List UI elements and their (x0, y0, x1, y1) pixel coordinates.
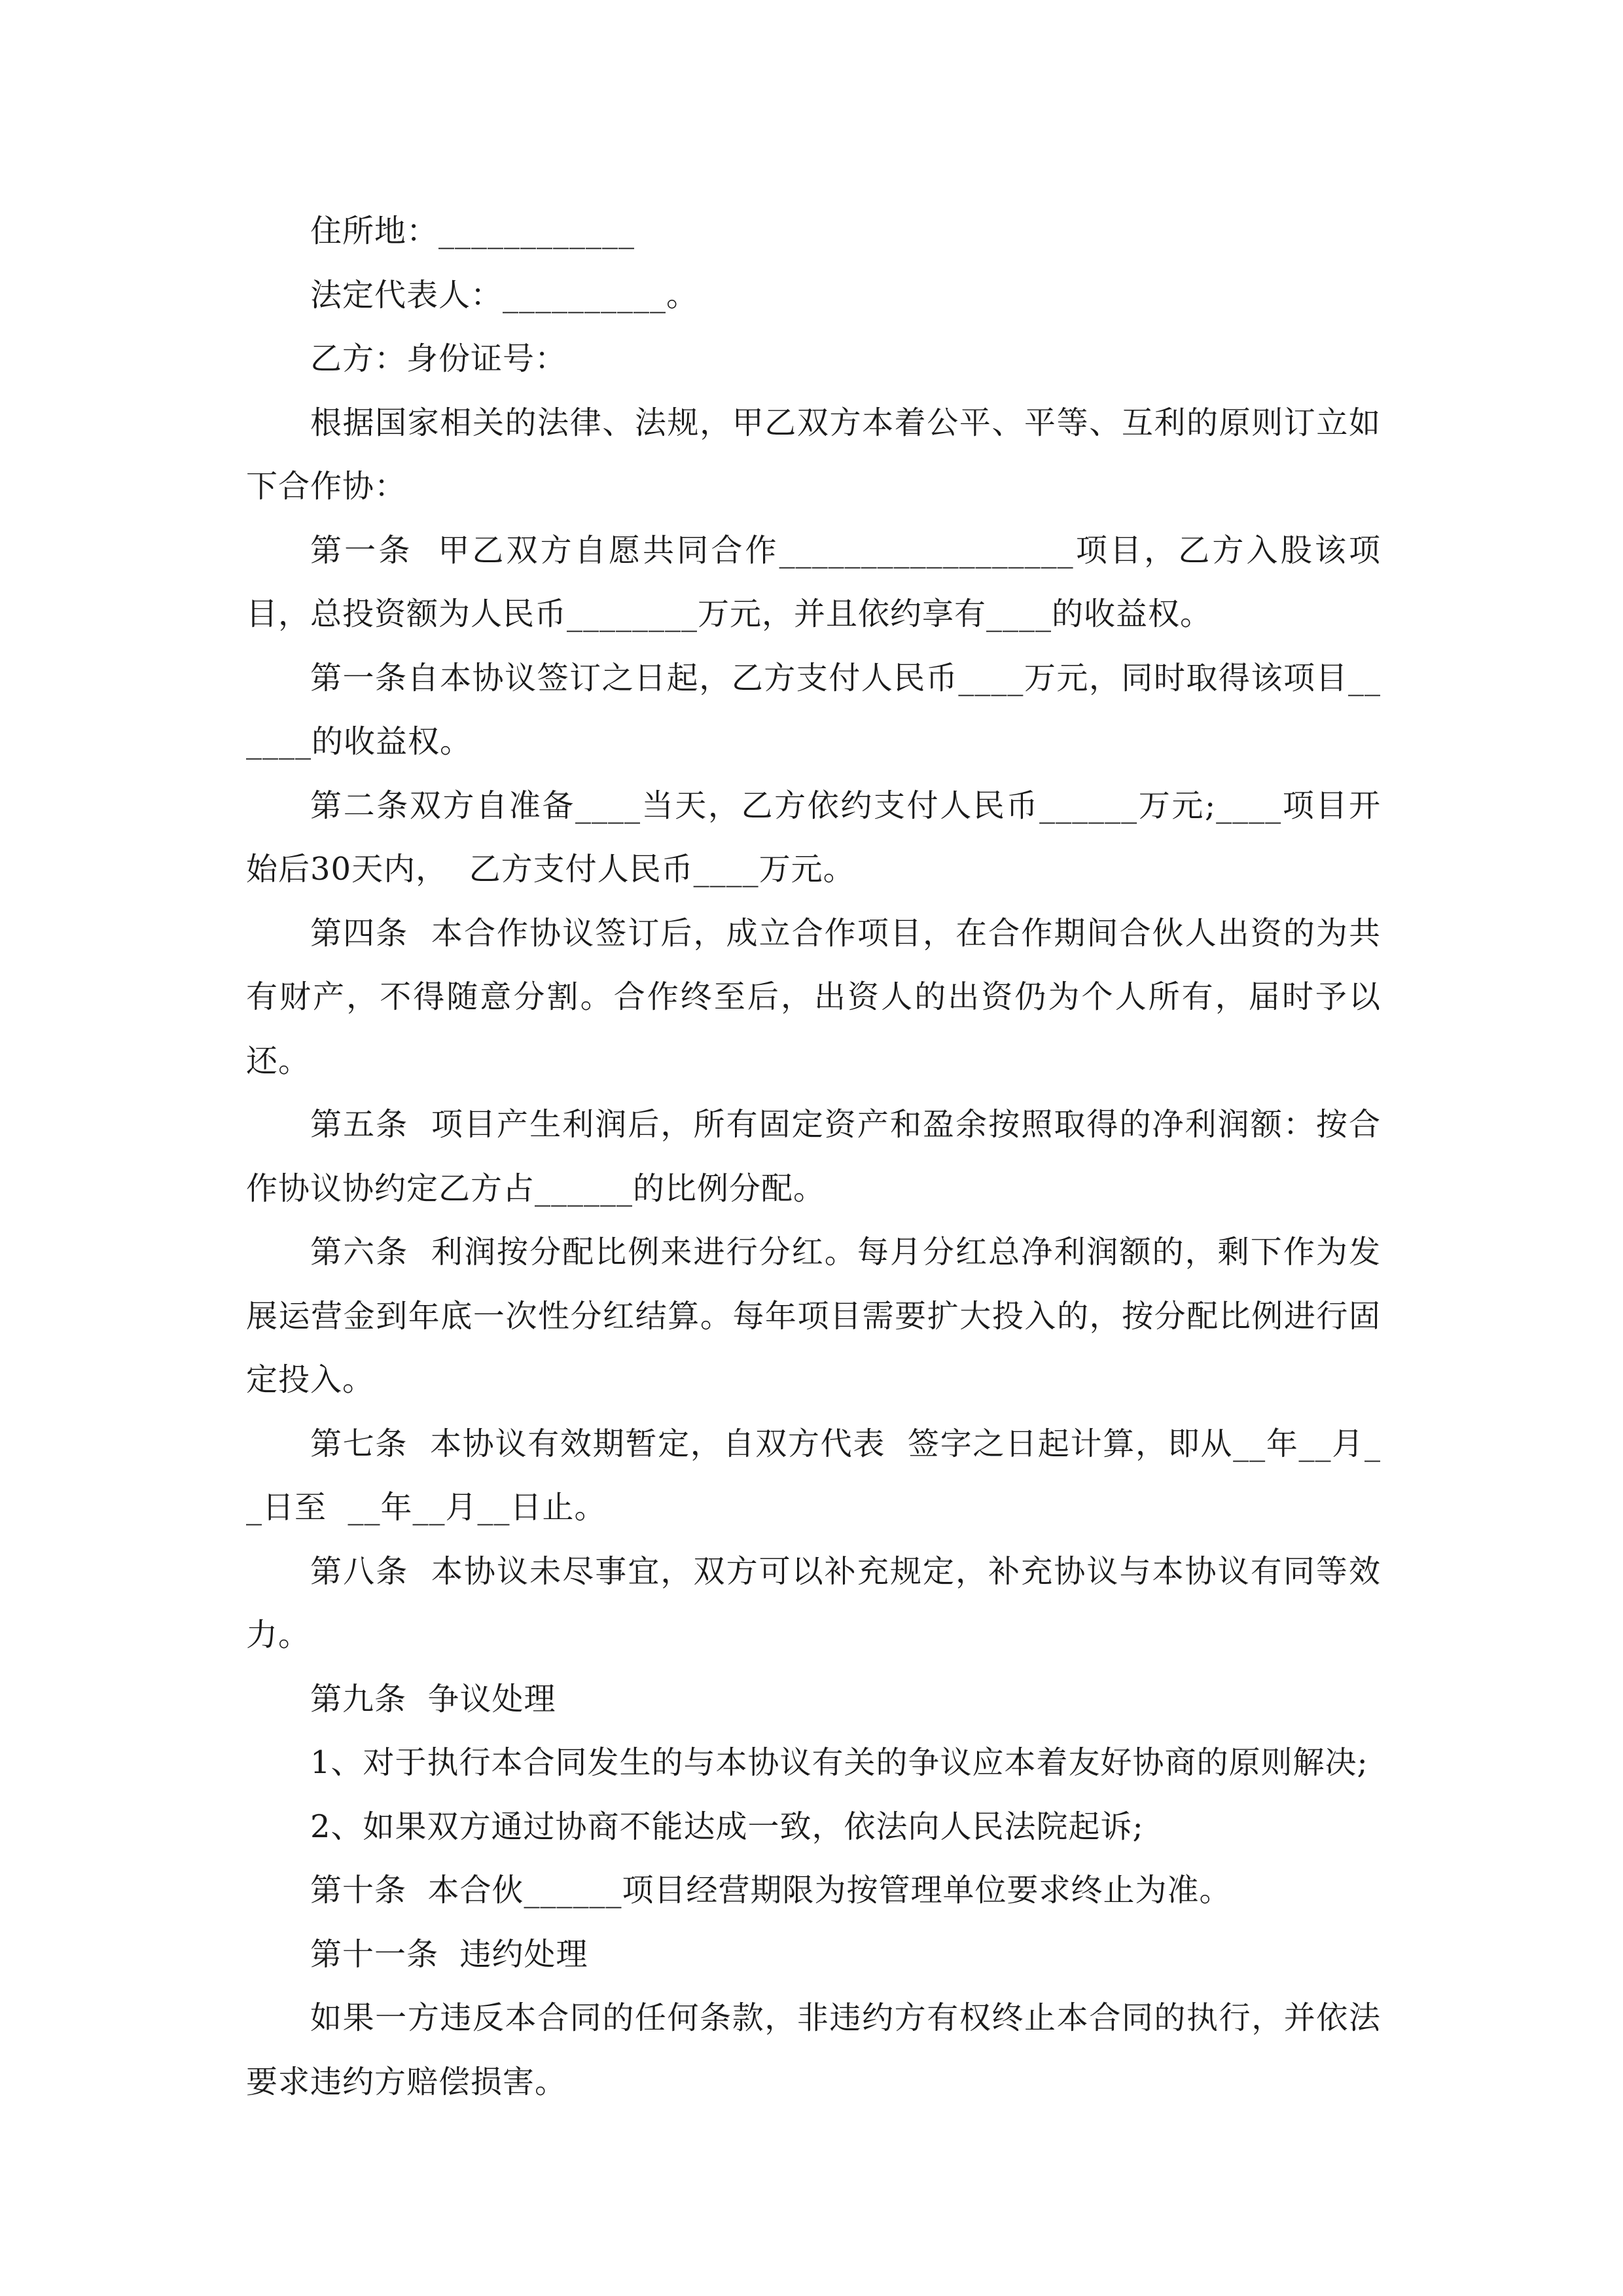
paragraph-article-9-heading: 第九条 争议处理 (310, 1680, 556, 1717)
paragraph-legal-representative: 法定代表人：__________。 (310, 276, 699, 314)
paragraph-article-5: 第五条 项目产生利润后，所有固定资产和盈余按照取得的净利润额：按合作协议协约定乙方占______的比例分配。 (246, 1106, 1381, 1207)
paragraph-article-1: 第一条 甲乙双方自愿共同合作__________________项目，乙方入股该项目，总投资额为人民币________万元，并且依约享有____的收益权。 (246, 531, 1381, 632)
paragraph-address: 住所地：____________ (310, 213, 635, 249)
paragraph-article-4: 第四条 本合作协议签订后，成立合作项目，在合作期间合伙人出资的为共有财产，不得随意分割。合作终至后，出资人的出资仍为个人所有，届时予以还。 (246, 914, 1381, 1079)
paragraph-article-10: 第十条 本合伙______项目经营期限为按管理单位要求终止为准。 (310, 1872, 1232, 1909)
paragraph-article-1b: 第一条自本协议签订之日起，乙方支付人民币____万元，同时取得该项目______的收益权。 (246, 659, 1381, 760)
paragraph-article-2: 第二条双方自准备____当天，乙方依约支付人民币______万元;____项目开始后30天内， 乙方支付人民币____万元。 (246, 787, 1381, 888)
paragraph-article-11-heading: 第十一条 违约处理 (310, 1935, 588, 1973)
paragraph-article-6: 第六条 利润按分配比例来进行分红。每月分红总净利润额的，剩下作为发展运营金到年底一次性分红结算。每年项目需要扩大投入的，按分配比例进行固定投入。 (246, 1234, 1381, 1398)
paragraph-article-9-item-2: 2、如果双方通过协商不能达成一致，依法向人民法院起诉; (310, 1808, 1144, 1845)
paragraph-party-b-id: 乙方：身份证号： (310, 340, 567, 377)
contract-body (246, 200, 1381, 2114)
paragraph-article-8: 第八条 本协议未尽事宜，双方可以补充规定，补充协议与本协议有同等效力。 (246, 1552, 1381, 1653)
paragraph-article-9-item-1: 1、对于执行本合同发生的与本协议有关的争议应本着友好协商的原则解决; (310, 1744, 1368, 1781)
paragraph-article-7: 第七条 本协议有效期暂定，自双方代表 签字之日起计算，即从__年__月__日至 __年__月__日止。 (246, 1425, 1381, 1526)
paragraph-article-11-body: 如果一方违反本合同的任何条款，非违约方有权终止本合同的执行，并依法要求违约方赔偿损害。 (246, 2000, 1381, 2100)
paragraph-preamble: 根据国家相关的法律、法规，甲乙双方本着公平、平等、互利的原则订立如下合作协： (246, 404, 1381, 505)
